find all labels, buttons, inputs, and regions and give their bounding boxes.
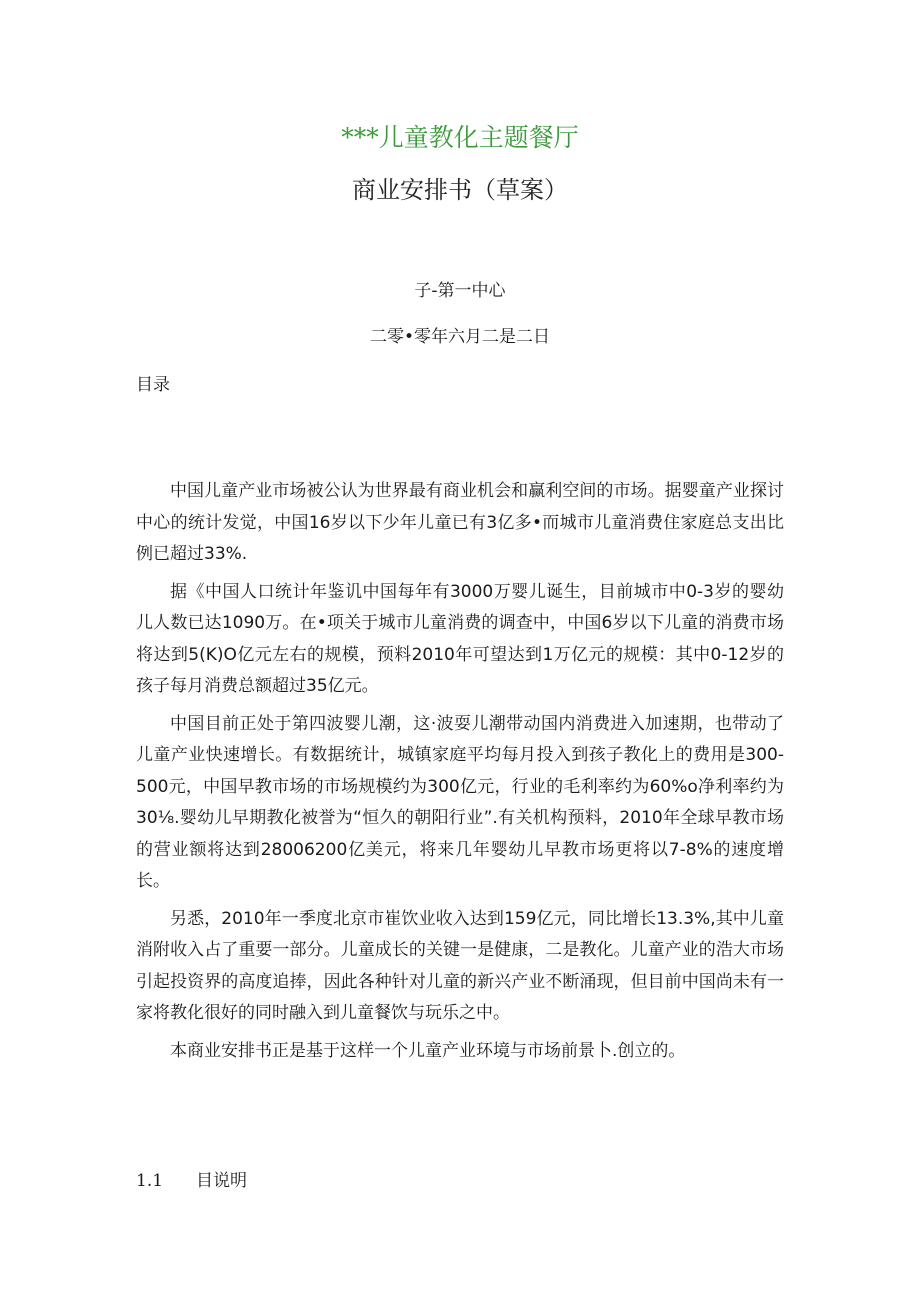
paragraph: 中国目前正处于第四波婴儿潮，这·波耍儿潮带动国内消费进入加速期，也带动了儿童产业快速增长。有数据统计，城镇家庭平均每月投入到孩子教化上的费用是300-500元，中国早教市场的市场规模约为300亿元，行业的毛利率约为60%о净利率约为30⅛.婴幼儿早期教化被誉为“恒久的朝阳行业”.有关机构预料，2010年全球早教市场的营业额将达到28006200亿美元，将来几年婴幼儿早教市场更将以7-8%的速度增长。 bbox=[136, 713, 784, 891]
section-label: 目说明 bbox=[196, 1171, 247, 1191]
paragraph: 中国儿童产业市场被公认为世界最有商业机会和赢利空间的市场。据婴童产业探讨中心的统计发觉，中国16岁以下少年儿童已有3亿多•而城市儿童消费住家庭总支出比例已超过33%. bbox=[136, 481, 784, 564]
section-heading bbox=[136, 1166, 247, 1191]
toc-heading: 目录 bbox=[136, 375, 170, 395]
paragraph: 另悉，2010年一季度北京市崔饮业收入达到159亿元，同比增长13.3%,其中儿童消附收入占了重要一部分。儿童成长的关键一是健康，二是教化。儿童产业的浩大市场引起投资界的高度追捧，因此各种针对儿童的新兴产业不断涌现，但目前中国尚未有一家将教化很好的同时融入到儿童餐饮与玩乐之中。 bbox=[136, 908, 784, 1023]
document-title: ***儿童教化主题餐厅 bbox=[341, 123, 579, 152]
paragraph: 据《中国人口统计年鉴讥中国每年有3000万婴儿诞生，目前城市中0-3岁的婴幼儿人数已达1090万。在•项关于城市儿童消费的调查中，中国6岁以下儿童的消费市场将达到5(K)O亿元左右的规模，预料2010年可望达到1万亿元的规模：其中0-12岁的孩子每月消费总额超过35亿元。 bbox=[136, 581, 784, 696]
paragraph: 本商业安排书正是基于这样一个儿童产业环境与市场前景卜.创立的。 bbox=[170, 1040, 686, 1061]
document-date: 二零•零年六月二是二日 bbox=[369, 327, 551, 347]
document-subtitle: 商业安排书（草案） bbox=[352, 176, 568, 204]
section-number: 1.1 bbox=[136, 1171, 164, 1191]
document-body bbox=[136, 476, 784, 1073]
organization-name: 子-第一中心 bbox=[414, 281, 506, 301]
